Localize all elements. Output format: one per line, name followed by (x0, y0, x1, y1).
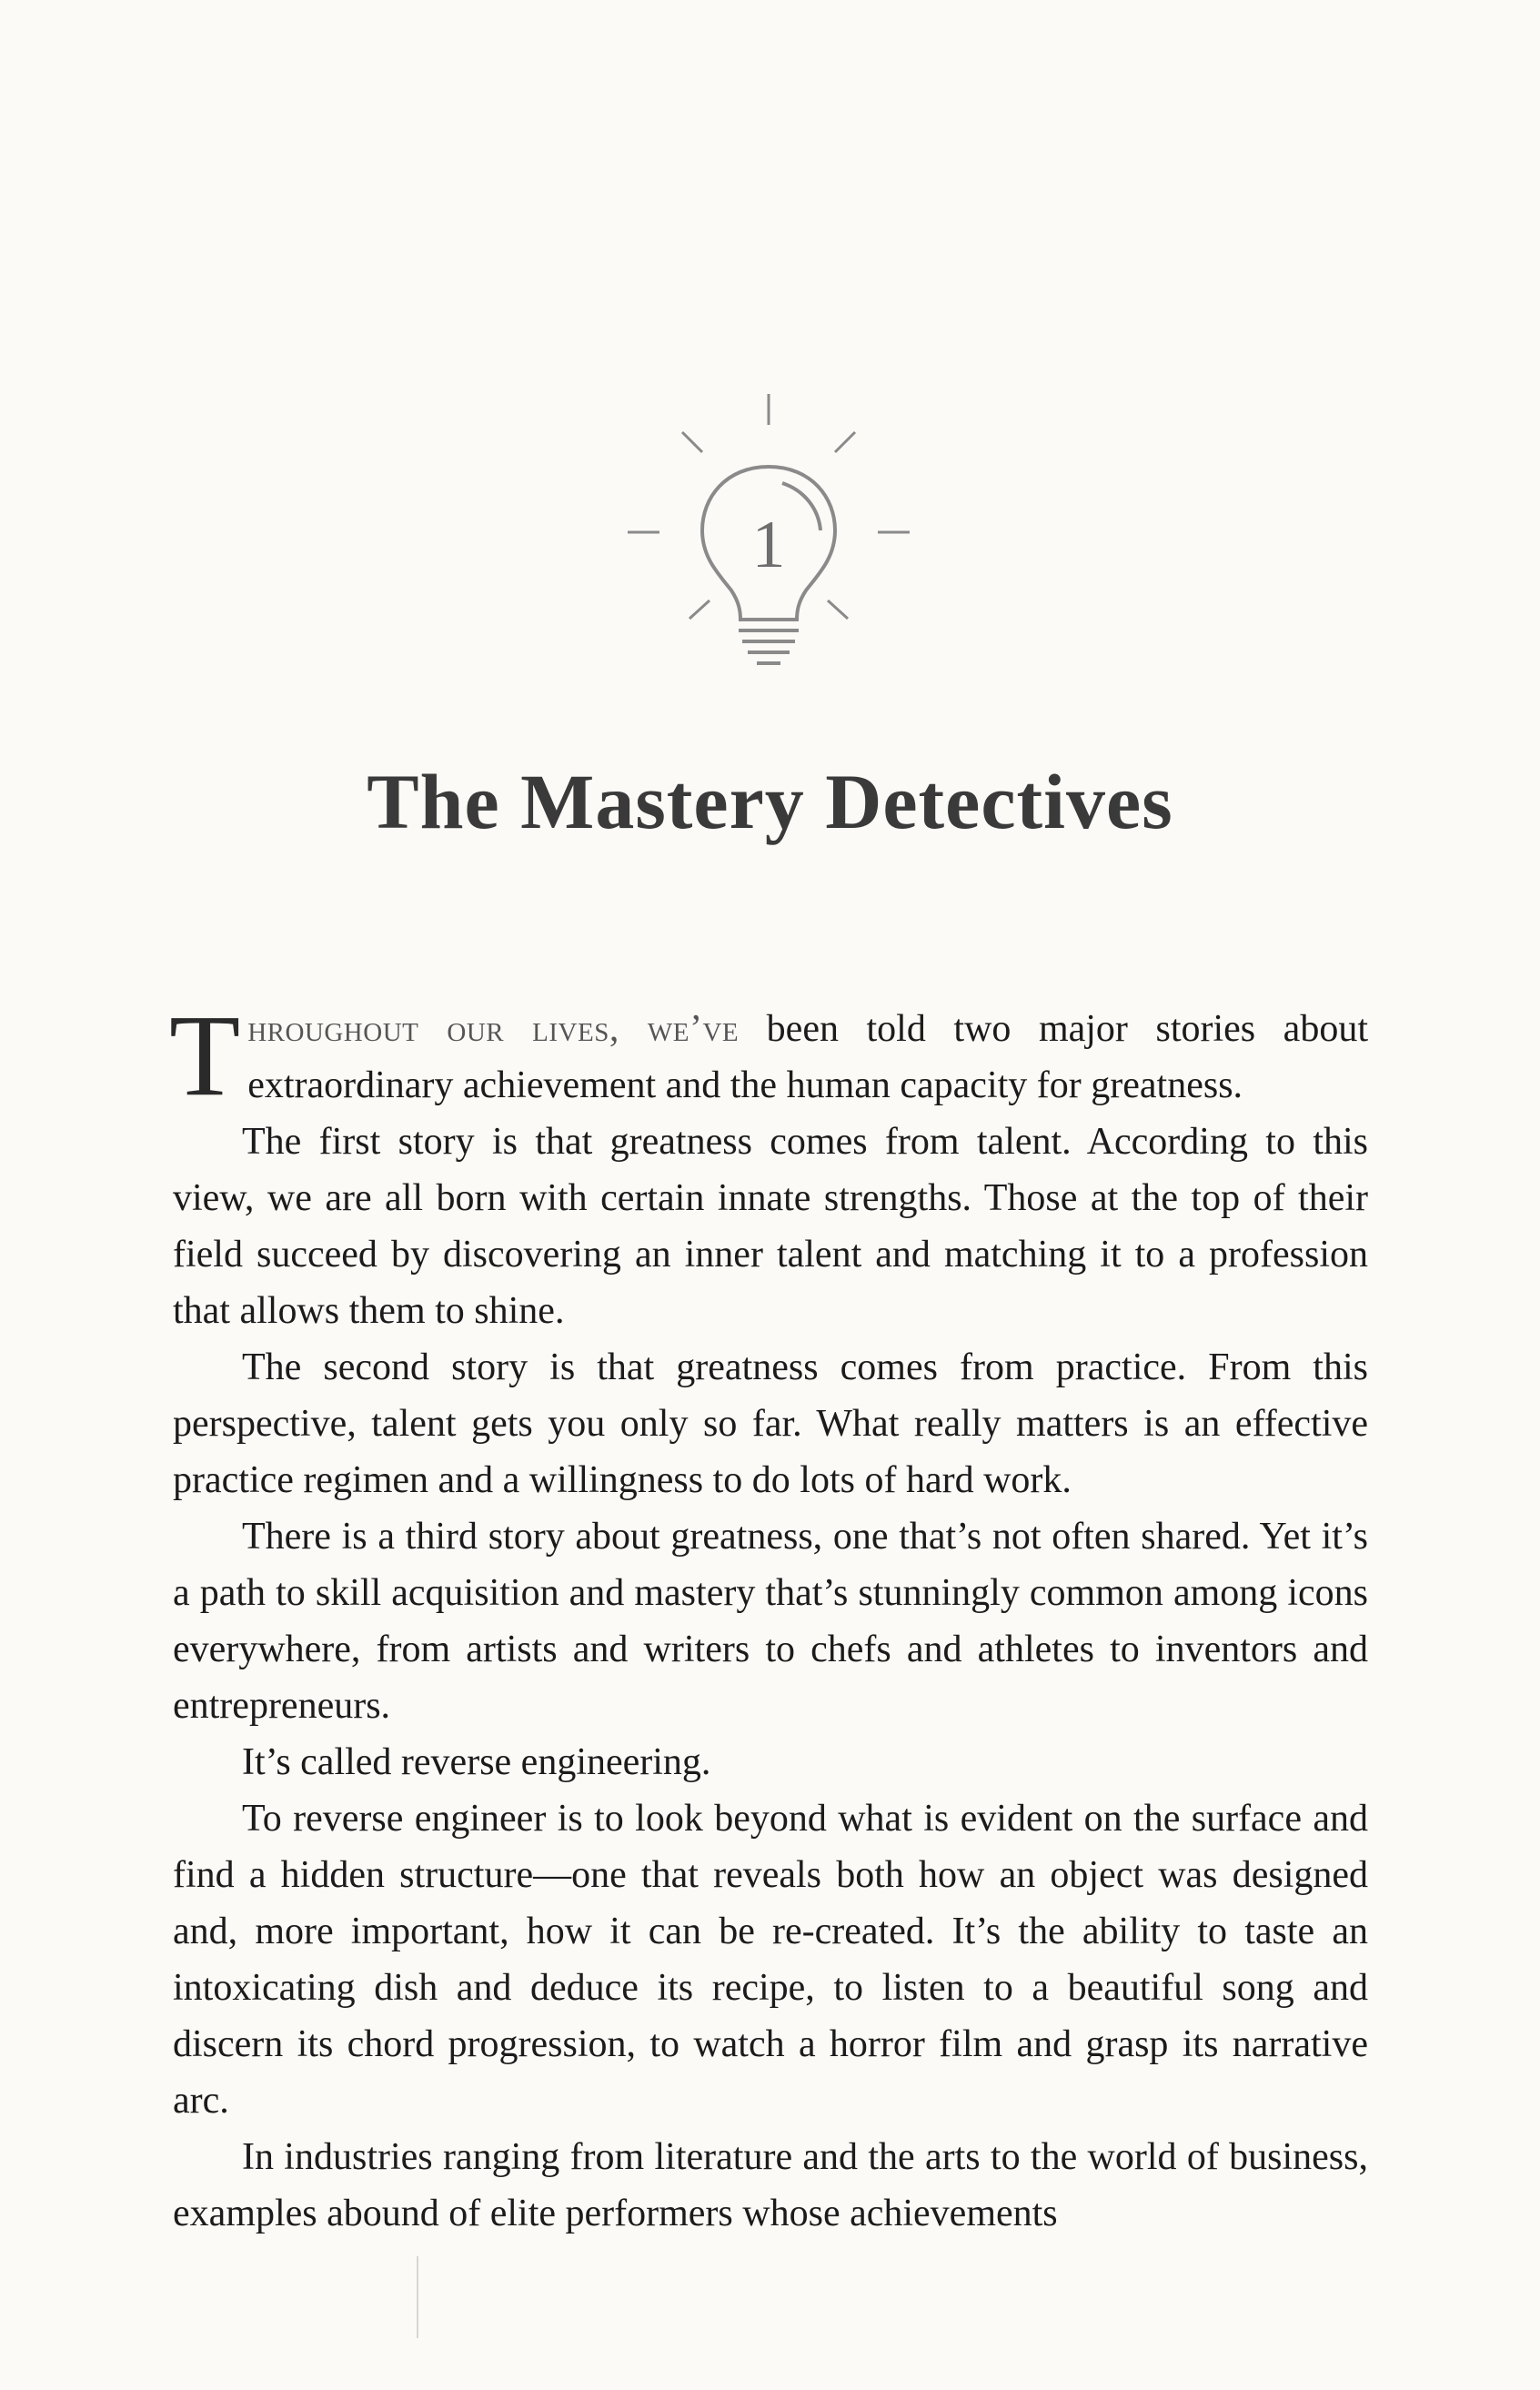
chapter-title: The Mastery Detectives (367, 758, 1173, 845)
paragraph-7: In industries ranging from literature and the arts to the world of business, examples abound of elite performers whose achievements (173, 2136, 1368, 2234)
scan-artifact (417, 2256, 418, 2338)
lead-in-smallcaps: hroughout our lives, we’ve (247, 1008, 740, 1050)
chapter-body (169, 991, 1368, 2242)
paragraph-1-text: been told two major stories about extraordinary achievement and the human capacity for greatness. (247, 1008, 1368, 1106)
drop-cap: T (169, 991, 241, 1120)
lightbulb-icon (619, 387, 919, 714)
paragraph-5: It’s called reverse engineering. (242, 1741, 711, 1783)
paragraph-3: The second story is that greatness comes from practice. From this perspective, talent gets you only so far. What really matters is an effective practice regimen and a willingness to do lots of hard work. (173, 1346, 1368, 1501)
chapter-number: 1 (751, 508, 786, 582)
paragraph-2: The first story is that greatness comes from talent. According to this view, we are all born with certain innate strengths. Those at the top of their field succeed by discovering an inner talent and matching it to a profession that allows them to shine. (173, 1121, 1368, 1332)
paragraph-1 (169, 991, 1368, 1120)
paragraph-6: To reverse engineer is to look beyond what is evident on the surface and find a hidden structure—one that reveals both how an object was designed and, more important, how it can be re-created. It’s the ability to taste an intoxicating dish and deduce its recipe, to listen to a beautiful song and discern its chord progression, to watch a horror film and grasp its narrative arc. (173, 1798, 1368, 2122)
paragraph-4: There is a third story about greatness, one that’s not often shared. Yet it’s a path to skill acquisition and mastery that’s stunningly common among icons everywhere, from artists and writers to chefs and athletes to inventors and entrepreneurs. (173, 1516, 1368, 1727)
